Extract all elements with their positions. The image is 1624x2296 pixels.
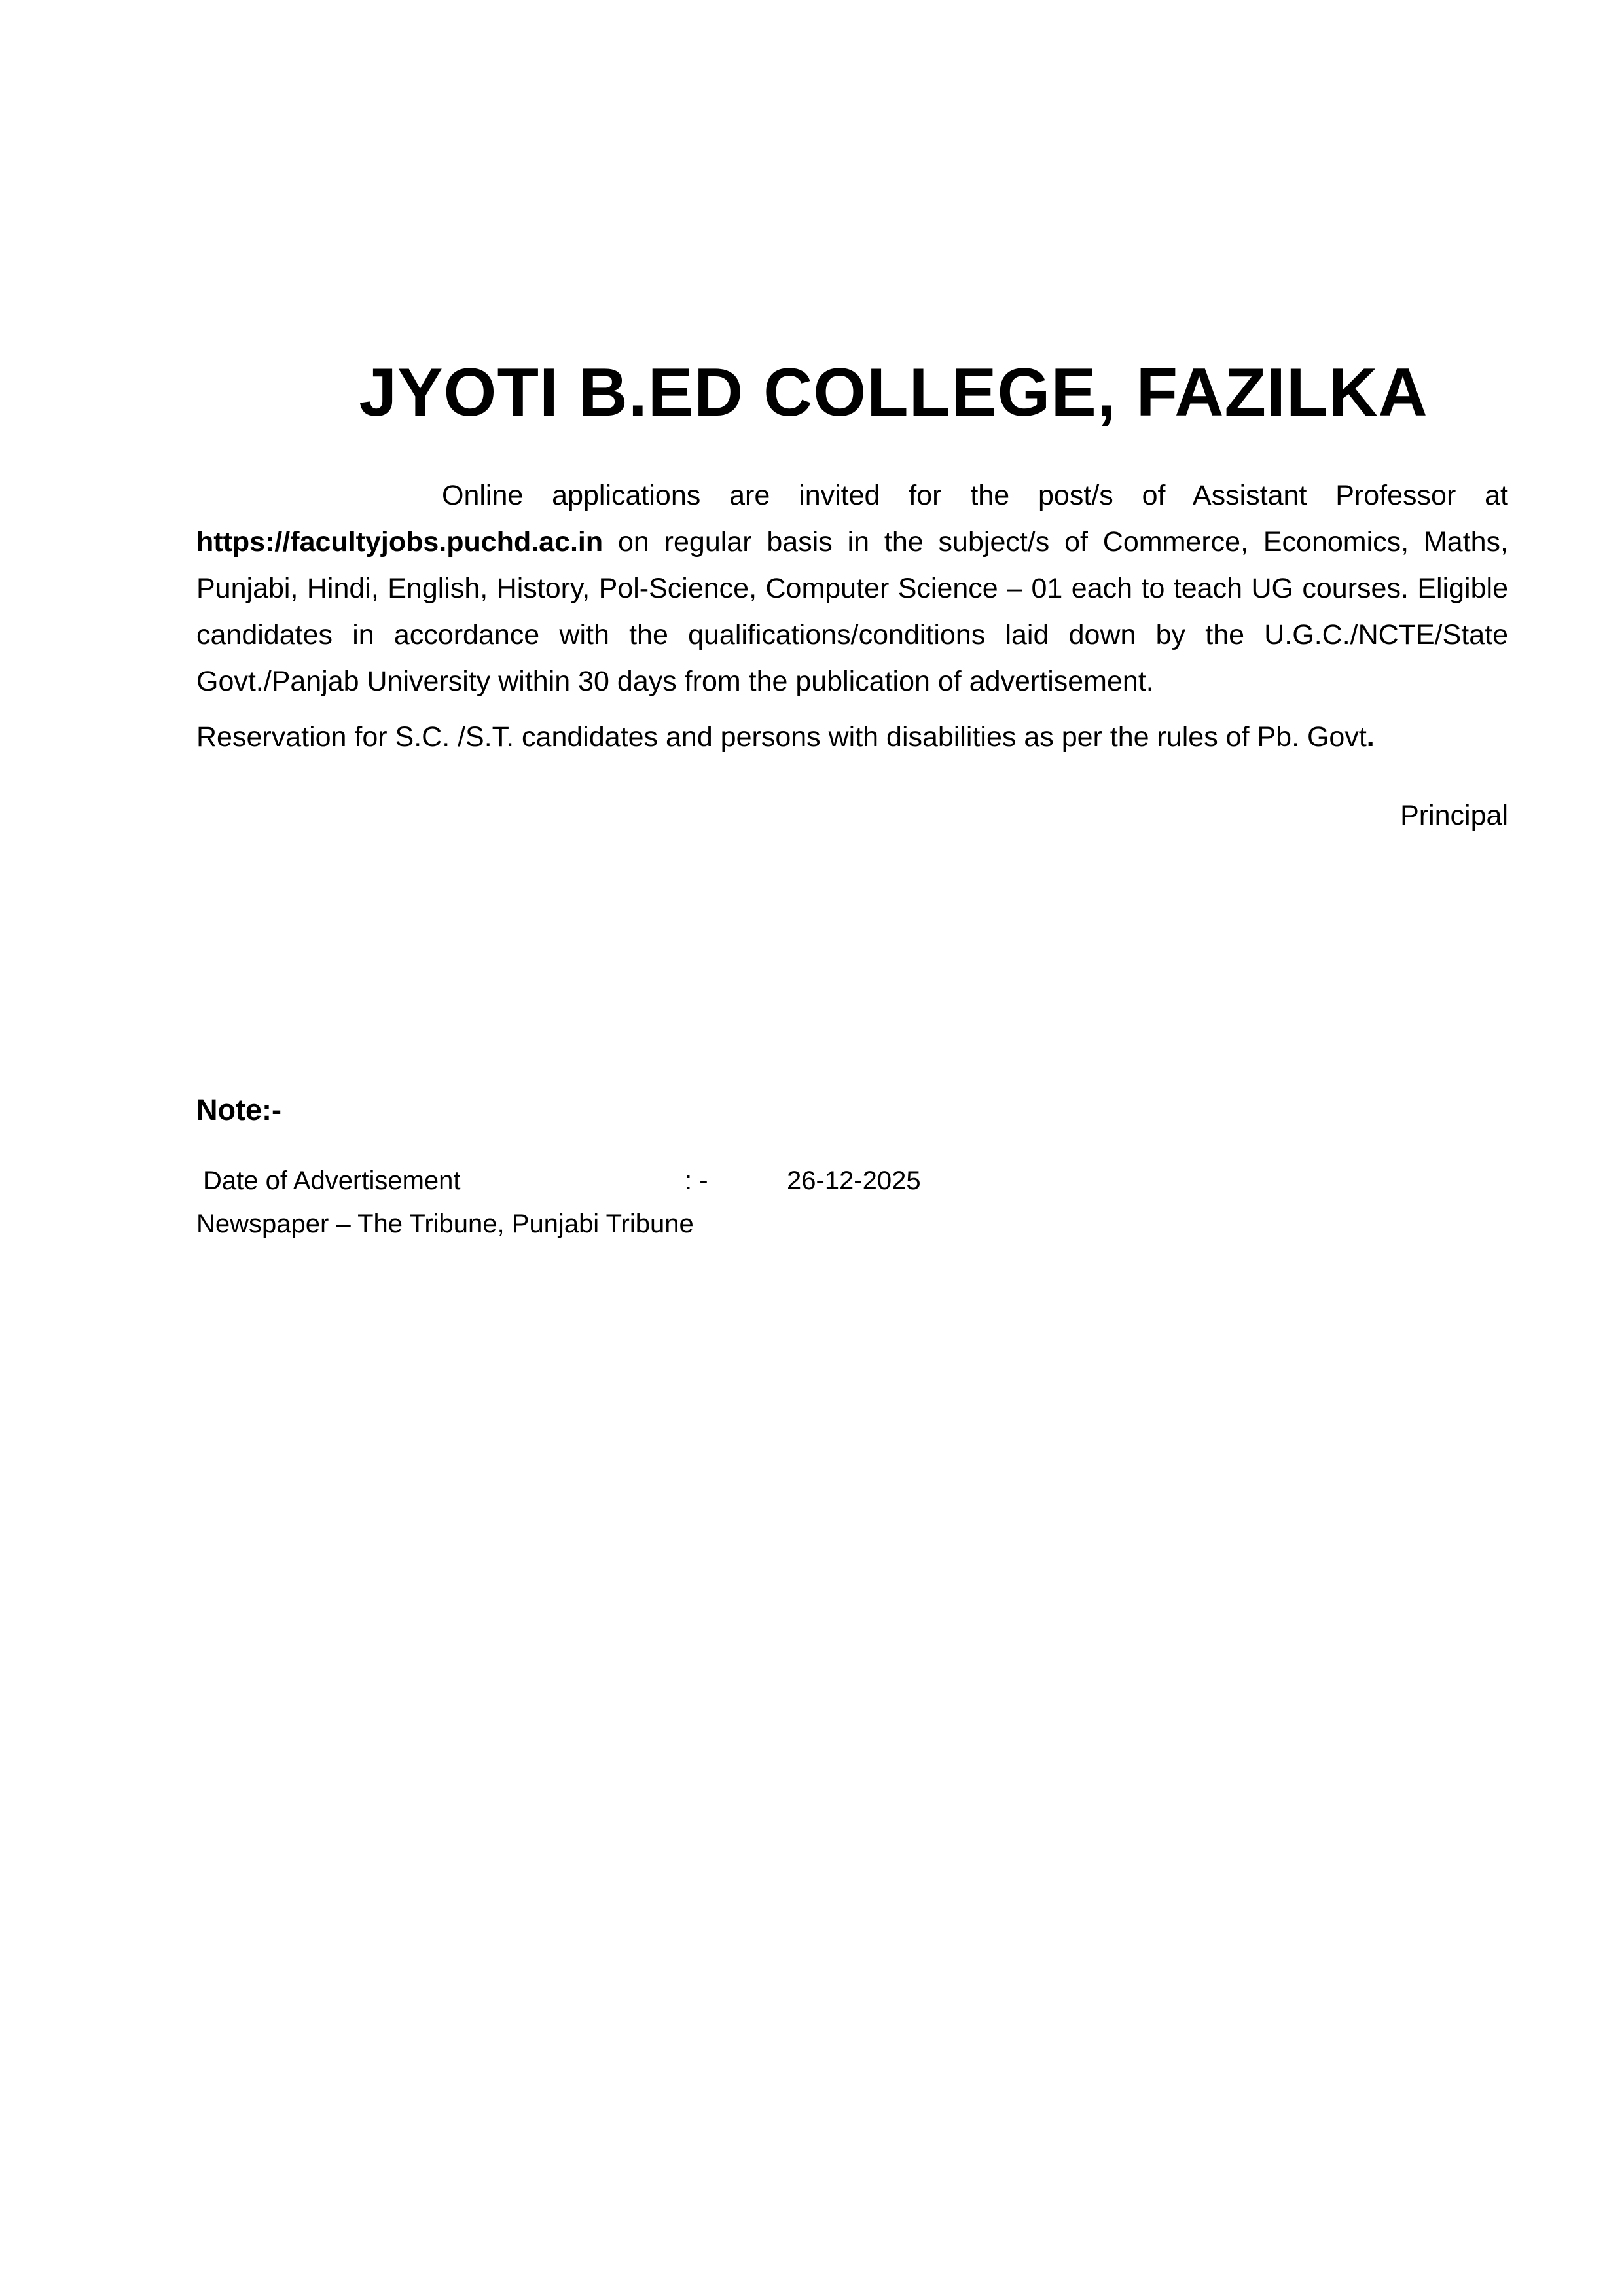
newspaper-line: Newspaper – The Tribune, Punjabi Tribune bbox=[196, 1210, 694, 1238]
date-value: 26-12-2025 bbox=[787, 1166, 921, 1195]
body-intro: Online applications are invited for the post/s of Assistant Professor at bbox=[442, 480, 1508, 511]
reservation-note bbox=[196, 717, 1571, 757]
date-separator: : - bbox=[685, 1166, 708, 1195]
body-rest: on regular basis in the subject/s of Commerce, Economics, Maths, Punjabi, Hindi, English, History, Pol-Science, Computer Science – 01 each to teach UG courses. Eligible candidates in accordance with the qualifications/conditions laid down by the U.G.C./NCTE/State Govt./Panjab University within 30 days from the publication of advertisement. bbox=[196, 526, 1508, 697]
date-label: Date of Advertisement bbox=[203, 1166, 461, 1195]
application-url: https://facultyjobs.puchd.ac.in bbox=[196, 526, 604, 558]
college-title: JYOTI B.ED COLLEGE, FAZILKA bbox=[359, 355, 1428, 431]
note-heading: Note:- bbox=[196, 1093, 281, 1126]
reservation-text: Reservation for S.C. /S.T. candidates and persons with disabilities as per the rules of Pb. Govt bbox=[196, 721, 1367, 753]
advertisement-body bbox=[196, 473, 1508, 705]
signatory: Principal bbox=[1400, 800, 1508, 831]
reservation-end: . bbox=[1366, 721, 1375, 753]
